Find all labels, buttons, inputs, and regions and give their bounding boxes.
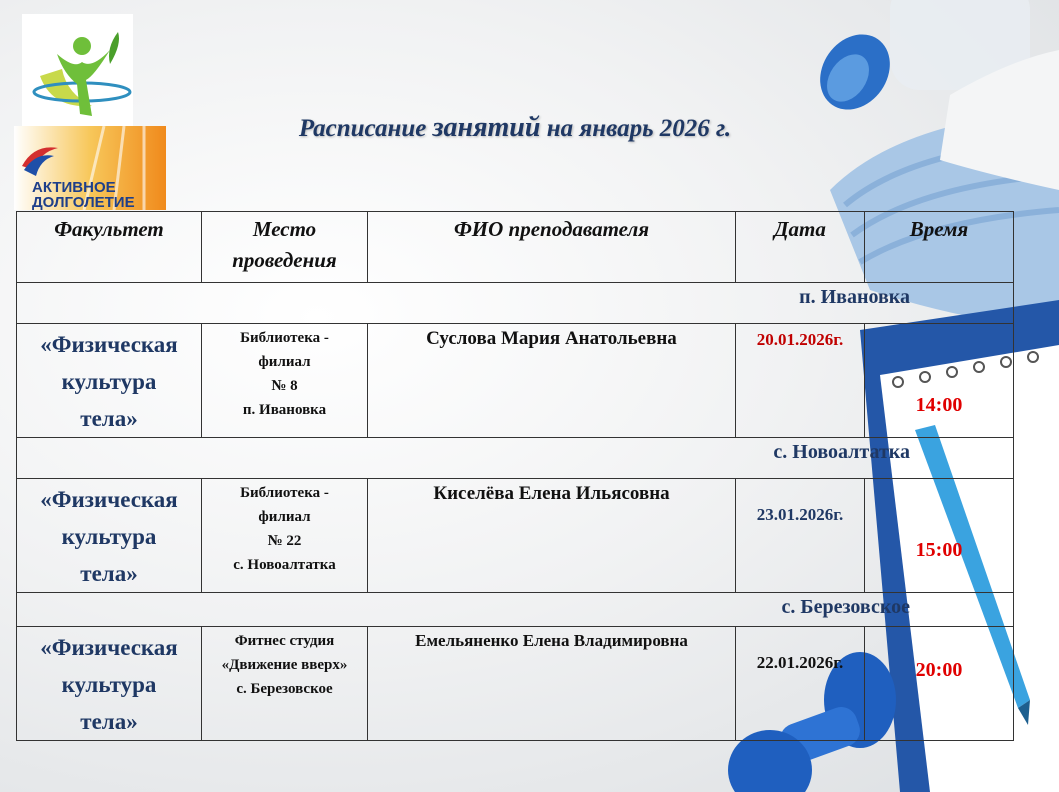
- organization-logo: [22, 14, 133, 126]
- teacher-cell: Емельяненко Елена Владимировна: [368, 627, 736, 741]
- svg-text:АКТИВНОЕ: АКТИВНОЕ: [32, 179, 116, 196]
- faculty-cell: «Физическая культура тела»: [17, 479, 202, 593]
- page-title: Расписание занятий на январь 2026 г.: [298, 112, 732, 143]
- header-date: Дата: [736, 212, 865, 283]
- date-cell: 20.01.2026г.: [736, 324, 865, 438]
- teacher-cell: Киселёва Елена Ильясовна: [368, 479, 736, 593]
- location-label: с. Новоалтатка: [17, 438, 1014, 479]
- header-teacher: ФИО преподавателя: [368, 212, 736, 283]
- header-time: Время: [865, 212, 1014, 283]
- faculty-cell: «Физическая культура тела»: [17, 627, 202, 741]
- location-row: [17, 593, 1014, 627]
- time-cell: 14:00: [865, 324, 1014, 438]
- table-row: [17, 627, 1014, 741]
- header-place: Место проведения: [202, 212, 368, 283]
- date-cell: 23.01.2026г.: [736, 479, 865, 593]
- location-label: с. Березовское: [17, 593, 1014, 627]
- date-cell: 22.01.2026г.: [736, 627, 865, 741]
- teacher-cell: Суслова Мария Анатольевна: [368, 324, 736, 438]
- schedule-table: [16, 211, 1014, 741]
- table-row: [17, 324, 1014, 438]
- faculty-cell: «Физическая культура тела»: [17, 324, 202, 438]
- location-row: [17, 438, 1014, 479]
- time-cell: 15:00: [865, 479, 1014, 593]
- location-row: [17, 283, 1014, 324]
- time-cell: 20:00: [865, 627, 1014, 741]
- location-label: п. Ивановка: [17, 283, 1014, 324]
- table-row: [17, 479, 1014, 593]
- header-faculty: Факультет: [17, 212, 202, 283]
- place-cell: Библиотека - филиал № 22 с. Новоалтатка: [202, 479, 368, 593]
- place-cell: Библиотека - филиал № 8 п. Ивановка: [202, 324, 368, 438]
- svg-text:ДОЛГОЛЕТИЕ: ДОЛГОЛЕТИЕ: [32, 194, 135, 210]
- place-cell: Фитнес студия «Движение вверх» с. Березовское: [202, 627, 368, 741]
- header-row: [17, 212, 1014, 283]
